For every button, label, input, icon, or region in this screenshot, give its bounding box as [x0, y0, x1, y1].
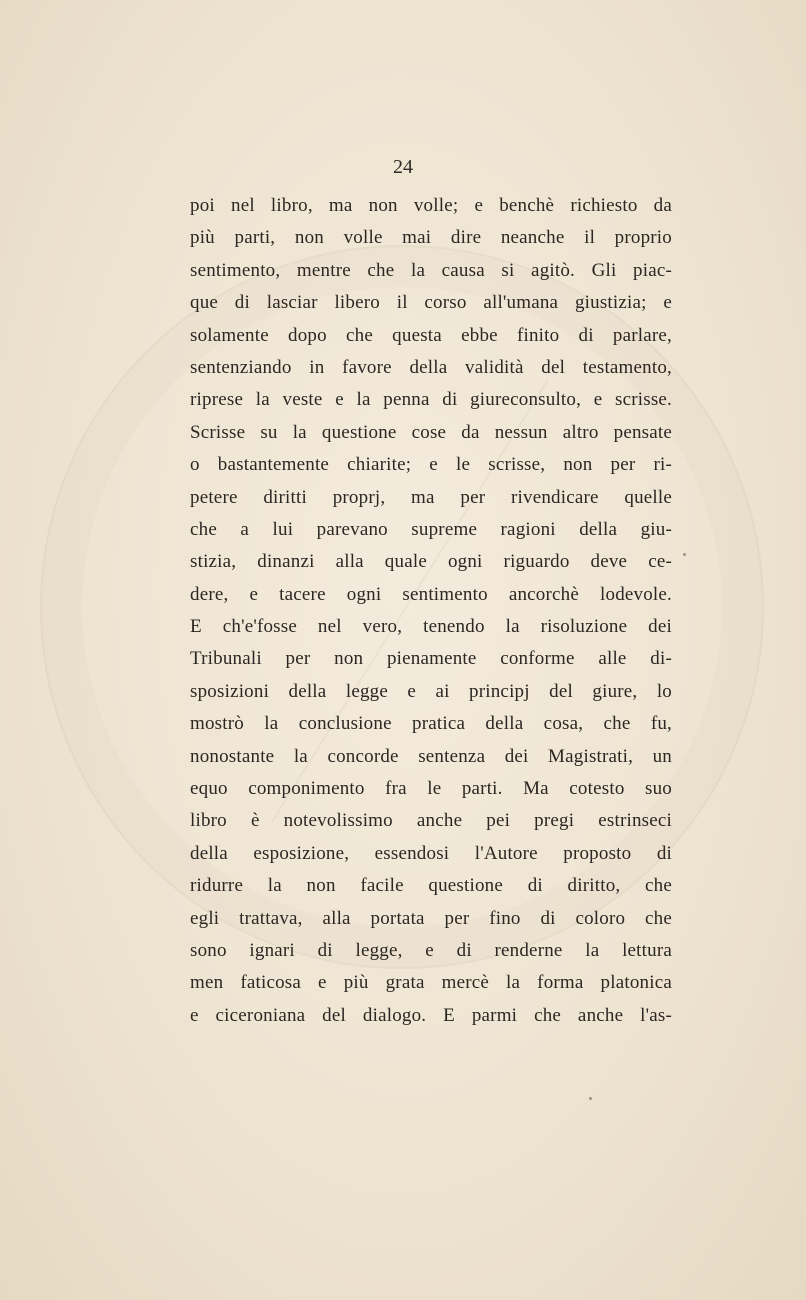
text-line: ridurre la non facile questione di diritto, che: [190, 875, 672, 897]
text-line: poi nel libro, ma non volle; e benchè richiesto da: [190, 195, 672, 216]
text-line: Scrisse su la questione cose da nessun altro pensate: [190, 421, 672, 443]
page-number: 24: [393, 156, 413, 178]
text-line: equo componimento fra le parti. Ma cotesto suo: [190, 778, 672, 800]
text-line: sentenziando in favore della validità del testamento,: [190, 356, 672, 378]
text-line: mostrò la conclusione pratica della cosa, che fu,: [190, 713, 672, 735]
body-text: [190, 190, 672, 1032]
text-line: sentimento, mentre che la causa si agitò. Gli piac-: [190, 259, 672, 281]
text-line: solamente dopo che questa ebbe finito di parlare,: [190, 324, 672, 346]
text-line: più parti, non volle mai dire neanche il proprio: [190, 227, 672, 249]
text-line: men faticosa e più grata mercè la forma platonica: [190, 972, 672, 994]
paper-speck: [589, 1097, 592, 1100]
text-line: che a lui parevano supreme ragioni della giu-: [190, 518, 672, 540]
text-line: Tribunali per non pienamente conforme alle di-: [190, 648, 672, 670]
text-line: e ciceroniana del dialogo. E parmi che anche l'as-: [190, 1004, 672, 1026]
text-line: que di lasciar libero il corso all'umana giustizia; e: [190, 292, 672, 314]
text-line: petere diritti proprj, ma per rivendicare quelle: [190, 486, 672, 508]
text-line: sposizioni della legge e ai principj del giure, lo: [190, 680, 672, 702]
paper-speck: [683, 553, 686, 556]
text-line: dere, e tacere ogni sentimento ancorchè lodevole.: [190, 583, 672, 605]
text-line: nonostante la concorde sentenza dei Magistrati, un: [190, 745, 672, 767]
text-line: E ch'e'fosse nel vero, tenendo la risoluzione dei: [190, 616, 672, 638]
text-line: libro è notevolissimo anche pei pregi estrinseci: [190, 810, 672, 832]
text-line: stizia, dinanzi alla quale ogni riguardo deve ce-: [190, 551, 672, 573]
text-line: riprese la veste e la penna di giureconsulto, e scrisse.: [190, 389, 672, 411]
text-line: della esposizione, essendosi l'Autore proposto di: [190, 842, 672, 864]
text-line: sono ignari di legge, e di renderne la lettura: [190, 939, 672, 961]
text-line: egli trattava, alla portata per fino di coloro che: [190, 907, 672, 929]
text-line: o bastantemente chiarite; e le scrisse, non per ri-: [190, 454, 672, 476]
